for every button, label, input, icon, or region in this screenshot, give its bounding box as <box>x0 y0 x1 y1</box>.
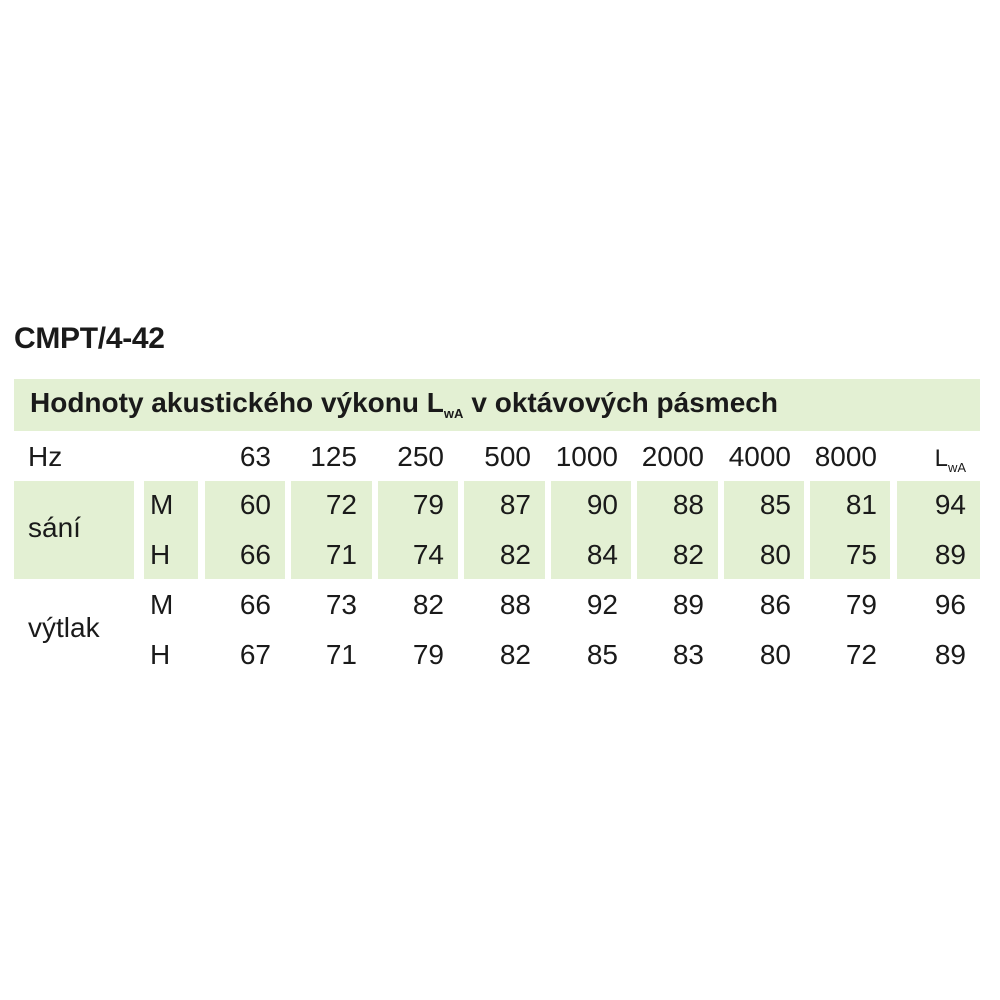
heading-text: Hodnoty akustického výkonu L <box>30 387 444 418</box>
speed-label: H <box>150 539 171 570</box>
table-cell: 80 <box>759 539 791 570</box>
table-cell: 75 <box>845 539 877 570</box>
table-cell: 88 <box>499 589 531 620</box>
group-label: výtlak <box>28 612 100 643</box>
total-header-label: L <box>934 445 948 472</box>
table-cell: 81 <box>845 489 877 520</box>
table-cell: 82 <box>672 539 704 570</box>
frequency-header: 4000 <box>728 441 791 472</box>
table-cell: 66 <box>239 589 271 620</box>
table-cell: 83 <box>672 639 704 670</box>
table-cell: 73 <box>325 589 357 620</box>
frequency-header: 125 <box>310 441 357 472</box>
total-cell: 96 <box>934 589 966 620</box>
table-cell: 92 <box>586 589 618 620</box>
table-cell: 74 <box>412 539 444 570</box>
table-cell: 71 <box>325 639 357 670</box>
table-cell: 82 <box>499 639 531 670</box>
speed-label: H <box>150 639 171 670</box>
speed-label: M <box>150 489 174 520</box>
frequency-header: 1000 <box>555 441 618 472</box>
total-cell: 89 <box>934 539 966 570</box>
table-cell: 84 <box>586 539 618 570</box>
table-cell: 66 <box>239 539 271 570</box>
frequency-header: 63 <box>239 441 271 472</box>
unit-label: Hz <box>28 441 63 472</box>
table-cell: 85 <box>586 639 618 670</box>
table-heading <box>30 387 778 419</box>
frequency-header: 8000 <box>814 441 877 472</box>
table-cell: 79 <box>412 489 444 520</box>
table-cell: 89 <box>672 589 704 620</box>
table-cell: 82 <box>412 589 444 620</box>
frequency-header: 500 <box>484 441 531 472</box>
table-cell: 82 <box>499 539 531 570</box>
table-cell: 72 <box>325 489 357 520</box>
group-label: sání <box>28 512 81 543</box>
table-cell: 79 <box>412 639 444 670</box>
page-title: CMPT/4-42 <box>14 322 165 355</box>
table-cell: 60 <box>239 489 271 520</box>
table-cell: 79 <box>845 589 877 620</box>
table-cell: 67 <box>239 639 271 670</box>
table-cell: 85 <box>759 489 791 520</box>
table-cell: 87 <box>499 489 531 520</box>
heading-text-after: v oktávových pásmech <box>471 387 778 418</box>
table-cell: 71 <box>325 539 357 570</box>
table-cell: 80 <box>759 639 791 670</box>
table-cell: 72 <box>845 639 877 670</box>
total-header-subscript: wA <box>947 460 966 475</box>
table-cell: 86 <box>759 589 791 620</box>
heading-subscript: wA <box>443 406 464 421</box>
frequency-header: 2000 <box>641 441 704 472</box>
total-header <box>846 442 966 479</box>
table-cell: 88 <box>672 489 704 520</box>
total-cell: 94 <box>934 489 966 520</box>
total-cell: 89 <box>934 639 966 670</box>
table-cell: 90 <box>586 489 618 520</box>
speed-label: M <box>150 589 174 620</box>
frequency-header: 250 <box>397 441 444 472</box>
